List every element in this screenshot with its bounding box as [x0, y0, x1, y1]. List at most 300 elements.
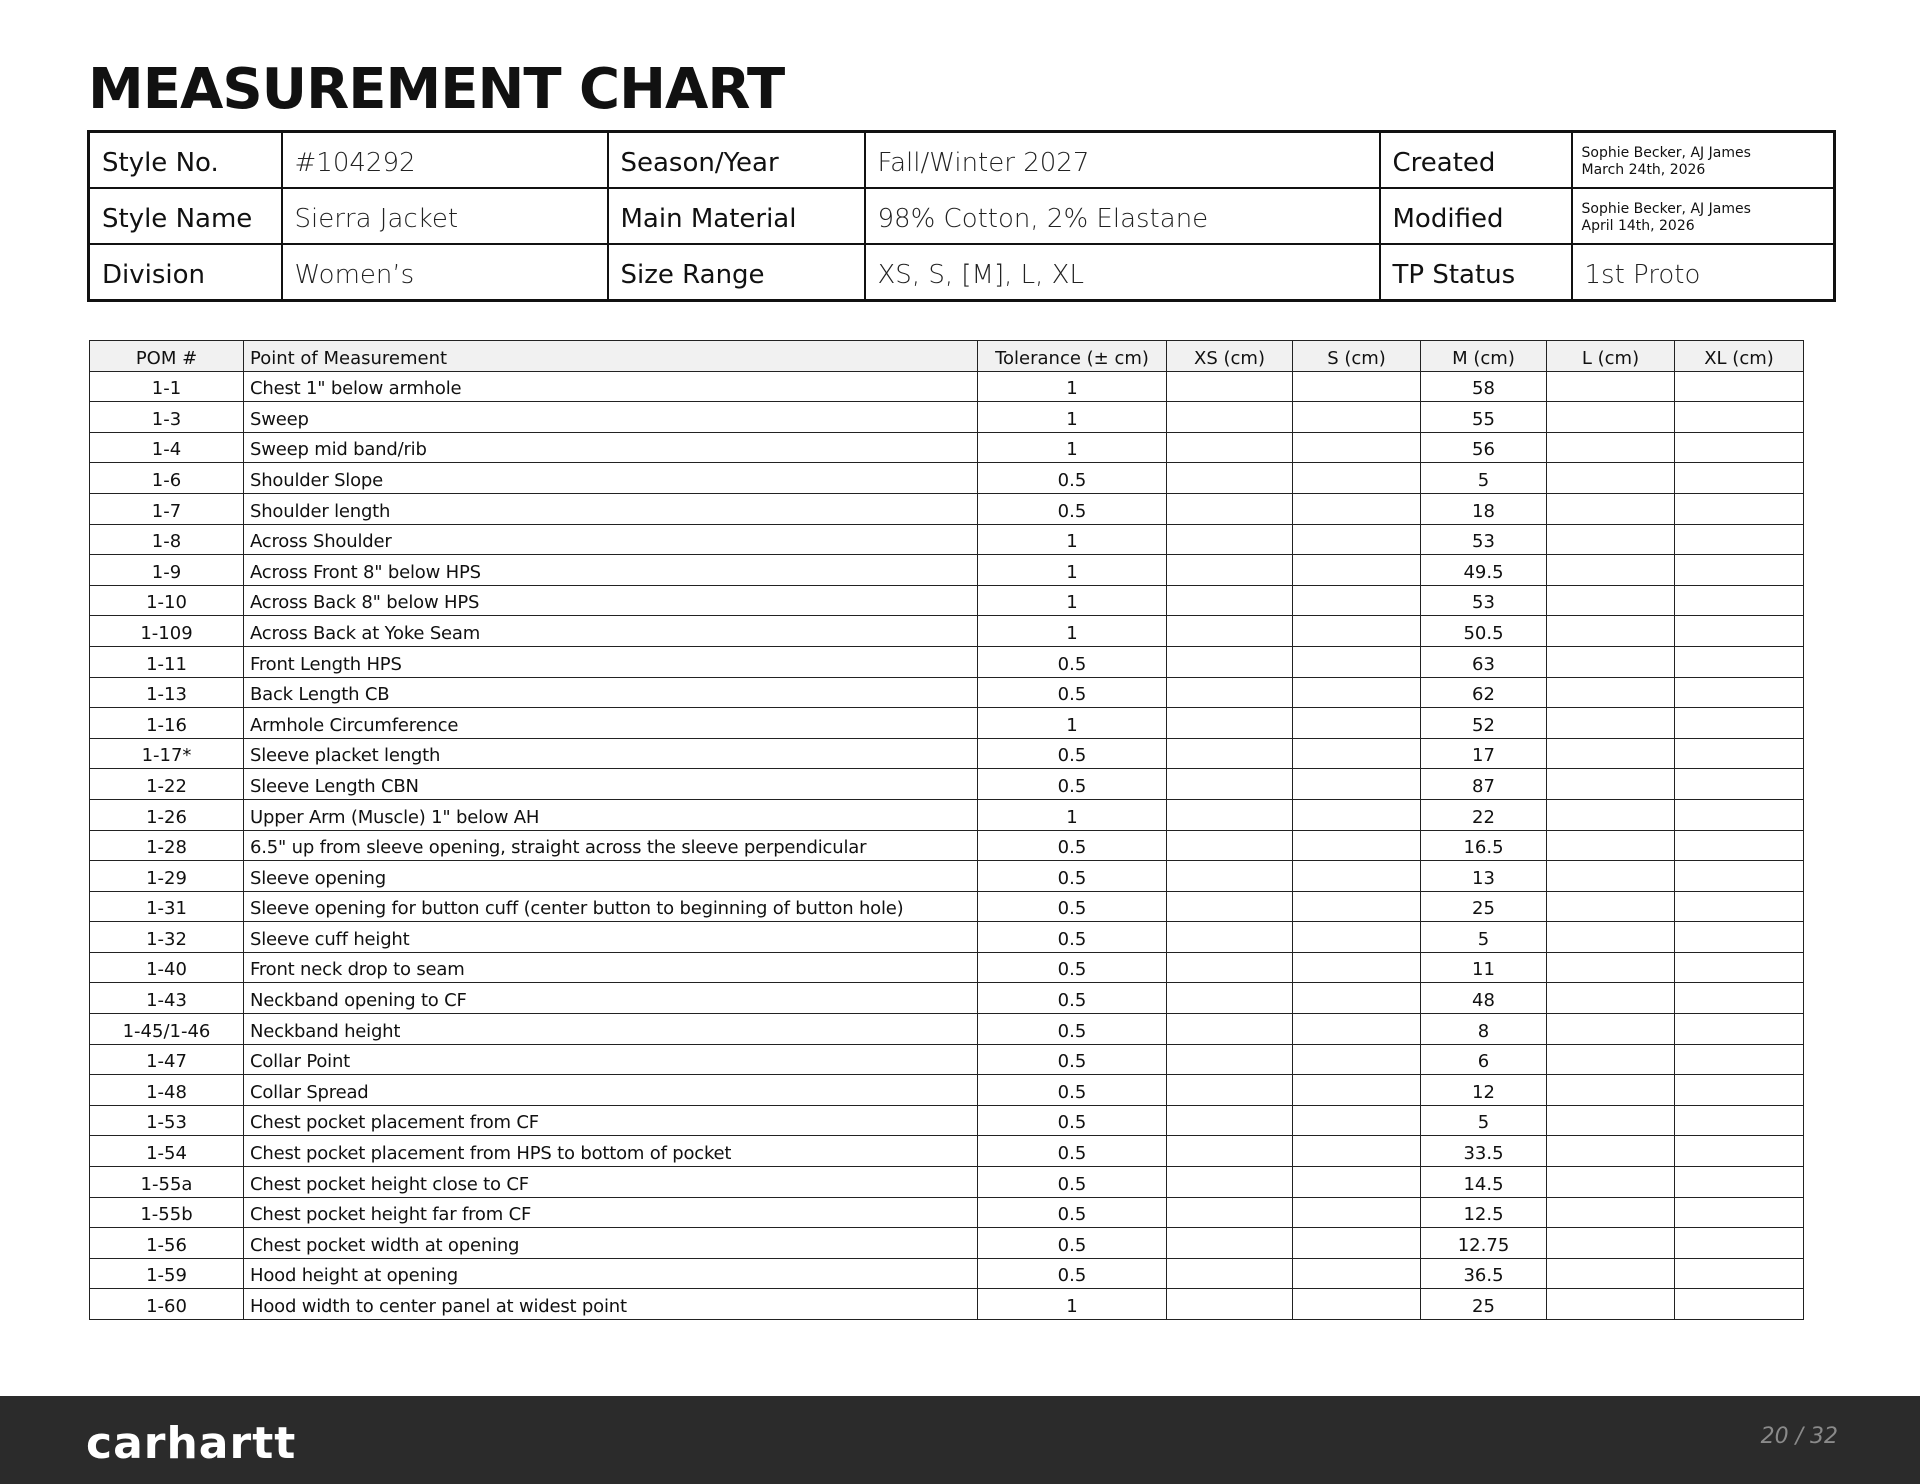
xs-cell	[1167, 1044, 1293, 1075]
table-row	[90, 1136, 1804, 1167]
m-cell: 53	[1421, 585, 1547, 616]
l-cell	[1547, 1258, 1675, 1289]
s-cell	[1293, 891, 1421, 922]
tolerance-cell: 0.5	[978, 646, 1167, 677]
xs-cell	[1167, 799, 1293, 830]
xl-cell	[1675, 1014, 1804, 1045]
table-row	[90, 524, 1804, 555]
xl-cell	[1675, 1136, 1804, 1167]
tolerance-header: Tolerance (± cm)	[978, 341, 1167, 372]
xl-cell	[1675, 1044, 1804, 1075]
pom-number-cell: 1-16	[90, 708, 244, 739]
m-cell: 6	[1421, 1044, 1547, 1075]
xl-cell	[1675, 983, 1804, 1014]
point-of-measurement-cell: Neckband opening to CF	[244, 983, 978, 1014]
created-by: Sophie Becker, AJ James	[1581, 145, 1751, 161]
s-cell	[1293, 555, 1421, 586]
size-range-value: XS, S, [M], L, XL	[865, 244, 1380, 301]
pom-number-cell: 1-45/1-46	[90, 1014, 244, 1045]
m-cell: 50.5	[1421, 616, 1547, 647]
l-cell	[1547, 708, 1675, 739]
table-row	[90, 1167, 1804, 1198]
xl-cell	[1675, 493, 1804, 524]
xs-cell	[1167, 493, 1293, 524]
material-label: Main Material	[608, 188, 865, 244]
table-row	[90, 861, 1804, 892]
xs-cell	[1167, 952, 1293, 983]
tolerance-cell: 0.5	[978, 677, 1167, 708]
table-row	[90, 1258, 1804, 1289]
tolerance-cell: 0.5	[978, 1136, 1167, 1167]
xl-cell	[1675, 402, 1804, 433]
m-cell: 12.75	[1421, 1228, 1547, 1259]
l-cell	[1547, 524, 1675, 555]
modified-value	[1572, 188, 1835, 244]
tolerance-cell: 1	[978, 585, 1167, 616]
xs-cell	[1167, 1258, 1293, 1289]
pom-number-cell: 1-28	[90, 830, 244, 861]
division-label: Division	[89, 244, 282, 301]
point-of-measurement-cell: Hood height at opening	[244, 1258, 978, 1289]
point-of-measurement-cell: Sleeve placket length	[244, 738, 978, 769]
xl-cell	[1675, 922, 1804, 953]
pom-number-cell: 1-26	[90, 799, 244, 830]
size-range-label: Size Range	[608, 244, 865, 301]
l-cell	[1547, 799, 1675, 830]
point-of-measurement-cell: Chest pocket height far from CF	[244, 1197, 978, 1228]
point-of-measurement-cell: Upper Arm (Muscle) 1" below AH	[244, 799, 978, 830]
l-cell	[1547, 738, 1675, 769]
xl-cell	[1675, 585, 1804, 616]
xs-cell	[1167, 646, 1293, 677]
m-cell: 53	[1421, 524, 1547, 555]
pom-number-cell: 1-56	[90, 1228, 244, 1259]
l-cell	[1547, 1075, 1675, 1106]
m-cell: 22	[1421, 799, 1547, 830]
m-cell: 5	[1421, 1105, 1547, 1136]
table-row	[90, 708, 1804, 739]
xs-cell	[1167, 1289, 1293, 1320]
tolerance-cell: 0.5	[978, 738, 1167, 769]
pom-number-cell: 1-22	[90, 769, 244, 800]
pom-number-cell: 1-29	[90, 861, 244, 892]
pom-number-cell: 1-55b	[90, 1197, 244, 1228]
created-label: Created	[1380, 132, 1572, 189]
xs-cell	[1167, 922, 1293, 953]
pom-number-cell: 1-4	[90, 432, 244, 463]
xl-cell	[1675, 799, 1804, 830]
m-cell: 8	[1421, 1014, 1547, 1045]
measurement-header-row	[90, 341, 1804, 372]
tolerance-cell: 1	[978, 524, 1167, 555]
m-cell: 16.5	[1421, 830, 1547, 861]
m-cell: 56	[1421, 432, 1547, 463]
pom-number-cell: 1-11	[90, 646, 244, 677]
xs-cell	[1167, 891, 1293, 922]
m-cell: 18	[1421, 493, 1547, 524]
l-cell	[1547, 1014, 1675, 1045]
table-row	[90, 432, 1804, 463]
s-cell	[1293, 1289, 1421, 1320]
m-cell: 62	[1421, 677, 1547, 708]
s-cell	[1293, 463, 1421, 494]
pom-number-cell: 1-40	[90, 952, 244, 983]
style-no-value: #104292	[282, 132, 608, 189]
pom-number-cell: 1-7	[90, 493, 244, 524]
l-cell	[1547, 1105, 1675, 1136]
l-cell	[1547, 1289, 1675, 1320]
s-cell	[1293, 738, 1421, 769]
m-cell: 55	[1421, 402, 1547, 433]
xs-cell	[1167, 1014, 1293, 1045]
s-cell	[1293, 983, 1421, 1014]
m-cell: 36.5	[1421, 1258, 1547, 1289]
tolerance-cell: 0.5	[978, 983, 1167, 1014]
tolerance-cell: 0.5	[978, 1197, 1167, 1228]
xl-cell	[1675, 861, 1804, 892]
tolerance-cell: 1	[978, 1289, 1167, 1320]
m-cell: 58	[1421, 371, 1547, 402]
s-cell	[1293, 1075, 1421, 1106]
created-value	[1572, 132, 1835, 189]
m-cell: 48	[1421, 983, 1547, 1014]
pom-number-cell: 1-55a	[90, 1167, 244, 1198]
measurement-table-body	[90, 371, 1804, 1319]
l-cell	[1547, 585, 1675, 616]
tp-status-value: 1st Proto	[1572, 244, 1835, 301]
table-row	[90, 1014, 1804, 1045]
xs-cell	[1167, 983, 1293, 1014]
modified-by: Sophie Becker, AJ James	[1581, 201, 1751, 217]
xl-cell	[1675, 891, 1804, 922]
l-header: L (cm)	[1547, 341, 1675, 372]
point-of-measurement-cell: Armhole Circumference	[244, 708, 978, 739]
m-cell: 63	[1421, 646, 1547, 677]
style-info-table	[87, 130, 1836, 302]
s-cell	[1293, 616, 1421, 647]
xs-cell	[1167, 738, 1293, 769]
s-cell	[1293, 432, 1421, 463]
xl-header: XL (cm)	[1675, 341, 1804, 372]
m-cell: 12.5	[1421, 1197, 1547, 1228]
pom-number-cell: 1-31	[90, 891, 244, 922]
info-row	[89, 244, 1835, 301]
table-row	[90, 922, 1804, 953]
xs-cell	[1167, 555, 1293, 586]
s-cell	[1293, 952, 1421, 983]
carhartt-logo: carhartt	[86, 1418, 297, 1469]
page-number: 20 / 32	[1760, 1424, 1838, 1449]
l-cell	[1547, 891, 1675, 922]
m-cell: 13	[1421, 861, 1547, 892]
table-row	[90, 1105, 1804, 1136]
s-cell	[1293, 371, 1421, 402]
s-cell	[1293, 1105, 1421, 1136]
point-of-measurement-cell: Chest pocket placement from CF	[244, 1105, 978, 1136]
xs-cell	[1167, 463, 1293, 494]
l-cell	[1547, 463, 1675, 494]
s-cell	[1293, 830, 1421, 861]
table-row	[90, 402, 1804, 433]
xl-cell	[1675, 1228, 1804, 1259]
table-row	[90, 799, 1804, 830]
material-value: 98% Cotton, 2% Elastane	[865, 188, 1380, 244]
s-cell	[1293, 1197, 1421, 1228]
page-title: MEASUREMENT CHART	[88, 57, 785, 122]
footer	[0, 1396, 1920, 1484]
season-value: Fall/Winter 2027	[865, 132, 1380, 189]
pom-number-cell: 1-59	[90, 1258, 244, 1289]
xl-cell	[1675, 769, 1804, 800]
pom-number-cell: 1-9	[90, 555, 244, 586]
xs-cell	[1167, 616, 1293, 647]
table-row	[90, 983, 1804, 1014]
xs-header: XS (cm)	[1167, 341, 1293, 372]
l-cell	[1547, 555, 1675, 586]
l-cell	[1547, 952, 1675, 983]
point-of-measurement-cell: Back Length CB	[244, 677, 978, 708]
tolerance-cell: 0.5	[978, 922, 1167, 953]
s-cell	[1293, 708, 1421, 739]
m-cell: 14.5	[1421, 1167, 1547, 1198]
tolerance-cell: 0.5	[978, 891, 1167, 922]
xl-cell	[1675, 1289, 1804, 1320]
s-cell	[1293, 524, 1421, 555]
xl-cell	[1675, 677, 1804, 708]
l-cell	[1547, 616, 1675, 647]
m-cell: 25	[1421, 1289, 1547, 1320]
xl-cell	[1675, 432, 1804, 463]
tolerance-cell: 0.5	[978, 1258, 1167, 1289]
tolerance-cell: 0.5	[978, 830, 1167, 861]
l-cell	[1547, 1044, 1675, 1075]
tolerance-cell: 1	[978, 616, 1167, 647]
point-of-measurement-cell: Shoulder length	[244, 493, 978, 524]
l-cell	[1547, 493, 1675, 524]
s-cell	[1293, 1258, 1421, 1289]
point-of-measurement-cell: Chest 1" below armhole	[244, 371, 978, 402]
xs-cell	[1167, 861, 1293, 892]
tolerance-cell: 1	[978, 555, 1167, 586]
s-cell	[1293, 646, 1421, 677]
l-cell	[1547, 830, 1675, 861]
point-of-measurement-cell: Across Back 8" below HPS	[244, 585, 978, 616]
l-cell	[1547, 677, 1675, 708]
xs-cell	[1167, 402, 1293, 433]
table-row	[90, 646, 1804, 677]
pom-number-cell: 1-54	[90, 1136, 244, 1167]
pom-number-cell: 1-53	[90, 1105, 244, 1136]
tolerance-cell: 0.5	[978, 952, 1167, 983]
xs-cell	[1167, 769, 1293, 800]
xl-cell	[1675, 1167, 1804, 1198]
s-cell	[1293, 1014, 1421, 1045]
pom-number-cell: 1-60	[90, 1289, 244, 1320]
pom-number-cell: 1-17*	[90, 738, 244, 769]
point-of-measurement-cell: Sleeve Length CBN	[244, 769, 978, 800]
l-cell	[1547, 983, 1675, 1014]
xl-cell	[1675, 524, 1804, 555]
point-of-measurement-cell: Hood width to center panel at widest point	[244, 1289, 978, 1320]
l-cell	[1547, 1167, 1675, 1198]
l-cell	[1547, 861, 1675, 892]
pom-number-cell: 1-6	[90, 463, 244, 494]
xs-cell	[1167, 1167, 1293, 1198]
pom-number-cell: 1-3	[90, 402, 244, 433]
point-of-measurement-cell: Across Back at Yoke Seam	[244, 616, 978, 647]
xl-cell	[1675, 616, 1804, 647]
table-row	[90, 1044, 1804, 1075]
m-cell: 11	[1421, 952, 1547, 983]
xs-cell	[1167, 1228, 1293, 1259]
m-cell: 52	[1421, 708, 1547, 739]
s-cell	[1293, 922, 1421, 953]
point-of-measurement-cell: Across Shoulder	[244, 524, 978, 555]
xs-cell	[1167, 708, 1293, 739]
m-cell: 12	[1421, 1075, 1547, 1106]
l-cell	[1547, 432, 1675, 463]
pom-number-cell: 1-48	[90, 1075, 244, 1106]
tolerance-cell: 1	[978, 402, 1167, 433]
tolerance-cell: 1	[978, 799, 1167, 830]
xs-cell	[1167, 1197, 1293, 1228]
s-cell	[1293, 1167, 1421, 1198]
s-cell	[1293, 1228, 1421, 1259]
xl-cell	[1675, 555, 1804, 586]
tolerance-cell: 1	[978, 432, 1167, 463]
point-of-measurement-cell: Chest pocket height close to CF	[244, 1167, 978, 1198]
s-cell	[1293, 861, 1421, 892]
s-cell	[1293, 677, 1421, 708]
xl-cell	[1675, 1105, 1804, 1136]
table-row	[90, 616, 1804, 647]
table-row	[90, 371, 1804, 402]
created-date: March 24th, 2026	[1581, 162, 1706, 178]
xl-cell	[1675, 371, 1804, 402]
measurement-table	[89, 340, 1804, 1320]
xs-cell	[1167, 1105, 1293, 1136]
pom-number-header: POM #	[90, 341, 244, 372]
m-cell: 49.5	[1421, 555, 1547, 586]
xl-cell	[1675, 830, 1804, 861]
point-of-measurement-header: Point of Measurement	[244, 341, 978, 372]
l-cell	[1547, 402, 1675, 433]
point-of-measurement-cell: Collar Point	[244, 1044, 978, 1075]
point-of-measurement-cell: Sleeve opening	[244, 861, 978, 892]
tolerance-cell: 0.5	[978, 1167, 1167, 1198]
point-of-measurement-cell: Shoulder Slope	[244, 463, 978, 494]
point-of-measurement-cell: Sleeve opening for button cuff (center button to beginning of button hole)	[244, 891, 978, 922]
xs-cell	[1167, 432, 1293, 463]
m-header: M (cm)	[1421, 341, 1547, 372]
table-row	[90, 738, 1804, 769]
m-cell: 33.5	[1421, 1136, 1547, 1167]
table-row	[90, 1197, 1804, 1228]
table-row	[90, 677, 1804, 708]
m-cell: 17	[1421, 738, 1547, 769]
s-cell	[1293, 799, 1421, 830]
point-of-measurement-cell: Front neck drop to seam	[244, 952, 978, 983]
tolerance-cell: 1	[978, 708, 1167, 739]
xl-cell	[1675, 463, 1804, 494]
s-cell	[1293, 1044, 1421, 1075]
division-value: Women’s	[282, 244, 608, 301]
pom-number-cell: 1-8	[90, 524, 244, 555]
xs-cell	[1167, 1075, 1293, 1106]
table-row	[90, 952, 1804, 983]
point-of-measurement-cell: Across Front 8" below HPS	[244, 555, 978, 586]
info-row	[89, 132, 1835, 189]
m-cell: 87	[1421, 769, 1547, 800]
pom-number-cell: 1-43	[90, 983, 244, 1014]
xs-cell	[1167, 830, 1293, 861]
modified-label: Modified	[1380, 188, 1572, 244]
s-cell	[1293, 585, 1421, 616]
point-of-measurement-cell: Sweep	[244, 402, 978, 433]
s-cell	[1293, 1136, 1421, 1167]
modified-date: April 14th, 2026	[1581, 218, 1695, 234]
table-row	[90, 1228, 1804, 1259]
xl-cell	[1675, 952, 1804, 983]
table-row	[90, 1075, 1804, 1106]
table-row	[90, 830, 1804, 861]
table-row	[90, 555, 1804, 586]
point-of-measurement-cell: Sweep mid band/rib	[244, 432, 978, 463]
tolerance-cell: 0.5	[978, 1014, 1167, 1045]
point-of-measurement-cell: Front Length HPS	[244, 646, 978, 677]
s-cell	[1293, 402, 1421, 433]
m-cell: 5	[1421, 463, 1547, 494]
xs-cell	[1167, 524, 1293, 555]
s-header: S (cm)	[1293, 341, 1421, 372]
style-name-label: Style Name	[89, 188, 282, 244]
point-of-measurement-cell: Collar Spread	[244, 1075, 978, 1106]
table-row	[90, 585, 1804, 616]
point-of-measurement-cell: Neckband height	[244, 1014, 978, 1045]
pom-number-cell: 1-47	[90, 1044, 244, 1075]
xl-cell	[1675, 1197, 1804, 1228]
m-cell: 25	[1421, 891, 1547, 922]
style-no-label: Style No.	[89, 132, 282, 189]
m-cell: 5	[1421, 922, 1547, 953]
pom-number-cell: 1-1	[90, 371, 244, 402]
style-name-value: Sierra Jacket	[282, 188, 608, 244]
season-label: Season/Year	[608, 132, 865, 189]
pom-number-cell: 1-13	[90, 677, 244, 708]
point-of-measurement-cell: Sleeve cuff height	[244, 922, 978, 953]
tolerance-cell: 0.5	[978, 769, 1167, 800]
table-row	[90, 1289, 1804, 1320]
xs-cell	[1167, 677, 1293, 708]
table-row	[90, 769, 1804, 800]
l-cell	[1547, 1228, 1675, 1259]
tolerance-cell: 0.5	[978, 861, 1167, 892]
s-cell	[1293, 769, 1421, 800]
pom-number-cell: 1-10	[90, 585, 244, 616]
l-cell	[1547, 1136, 1675, 1167]
point-of-measurement-cell: Chest pocket width at opening	[244, 1228, 978, 1259]
tolerance-cell: 0.5	[978, 1105, 1167, 1136]
xl-cell	[1675, 1075, 1804, 1106]
xl-cell	[1675, 1258, 1804, 1289]
point-of-measurement-cell: Chest pocket placement from HPS to bottom of pocket	[244, 1136, 978, 1167]
pom-number-cell: 1-32	[90, 922, 244, 953]
tolerance-cell: 1	[978, 371, 1167, 402]
tolerance-cell: 0.5	[978, 493, 1167, 524]
xs-cell	[1167, 1136, 1293, 1167]
pom-number-cell: 1-109	[90, 616, 244, 647]
tolerance-cell: 0.5	[978, 1044, 1167, 1075]
